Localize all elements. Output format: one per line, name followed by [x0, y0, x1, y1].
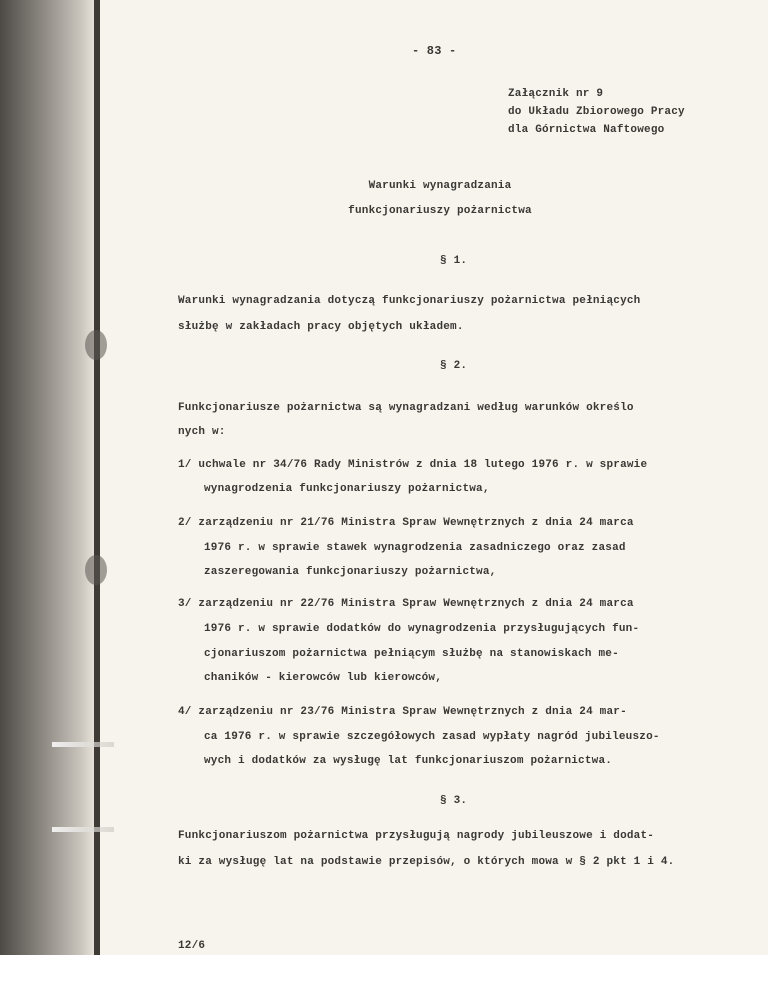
paragraph-line: Warunki wynagradzania dotyczą funkcjonariuszy pożarnictwa pełniących	[178, 295, 641, 307]
list-item-line: cjonariuszom pożarnictwa pełniącym służbę na stanowiskach me-	[204, 648, 619, 660]
paragraph-line: Funkcjonariusze pożarnictwa są wynagradzani według warunków określo	[178, 402, 634, 414]
annex-line: dla Górnictwa Naftowego	[508, 124, 665, 136]
document-subtitle: funkcjonariuszy pożarnictwa	[348, 205, 532, 217]
list-item-line: 3/ zarządzeniu nr 22/76 Ministra Spraw Wewnętrznych z dnia 24 marca	[178, 598, 634, 610]
paragraph-line: nych w:	[178, 426, 226, 438]
binding-hole	[85, 330, 107, 360]
paragraph-line: ki za wysługę lat na podstawie przepisów, o których mowa w § 2 pkt 1 i 4.	[178, 856, 675, 868]
binding-edge	[94, 0, 100, 994]
list-item-line: ca 1976 r. w sprawie szczegółowych zasad wypłaty nagród jubileuszo-	[204, 731, 660, 743]
footer-mark: 12/6	[178, 940, 206, 952]
annex-line: do Układu Zbiorowego Pracy	[508, 106, 685, 118]
list-item-line: 2/ zarządzeniu nr 21/76 Ministra Spraw Wewnętrznych z dnia 24 marca	[178, 517, 634, 529]
list-item-line: 4/ zarządzeniu nr 23/76 Ministra Spraw Wewnętrznych z dnia 24 mar-	[178, 706, 627, 718]
annex-line: Załącznik nr 9	[508, 88, 604, 100]
list-item-line: wych i dodatków za wysługę lat funkcjonariuszom pożarnictwa.	[204, 755, 613, 767]
section-heading: § 3.	[440, 795, 468, 807]
section-heading: § 1.	[440, 255, 468, 267]
list-item-line: zaszeregowania funkcjonariuszy pożarnictwa,	[204, 566, 497, 578]
list-item-line: 1/ uchwale nr 34/76 Rady Ministrów z dnia 18 lutego 1976 r. w sprawie	[178, 459, 648, 471]
scan-margin	[0, 955, 768, 994]
page-number: - 83 -	[412, 44, 457, 58]
paragraph-line: Funkcjonariuszom pożarnictwa przysługują nagrody jubileuszowe i dodat-	[178, 830, 655, 842]
binding-shadow	[0, 0, 95, 994]
list-item-line: 1976 r. w sprawie dodatków do wynagrodzenia przysługujących fun-	[204, 623, 640, 635]
page-tab	[52, 827, 114, 832]
section-heading: § 2.	[440, 360, 468, 372]
list-item-line: chaników - kierowców lub kierowców,	[204, 672, 443, 684]
document-title: Warunki wynagradzania	[368, 180, 512, 192]
paragraph-line: służbę w zakładach pracy objętych układem.	[178, 321, 464, 333]
page-tab	[52, 742, 114, 747]
list-item-line: 1976 r. w sprawie stawek wynagrodzenia zasadniczego oraz zasad	[204, 542, 626, 554]
binding-hole	[85, 555, 107, 585]
list-item-line: wynagrodzenia funkcjonariuszy pożarnictwa,	[204, 483, 490, 495]
